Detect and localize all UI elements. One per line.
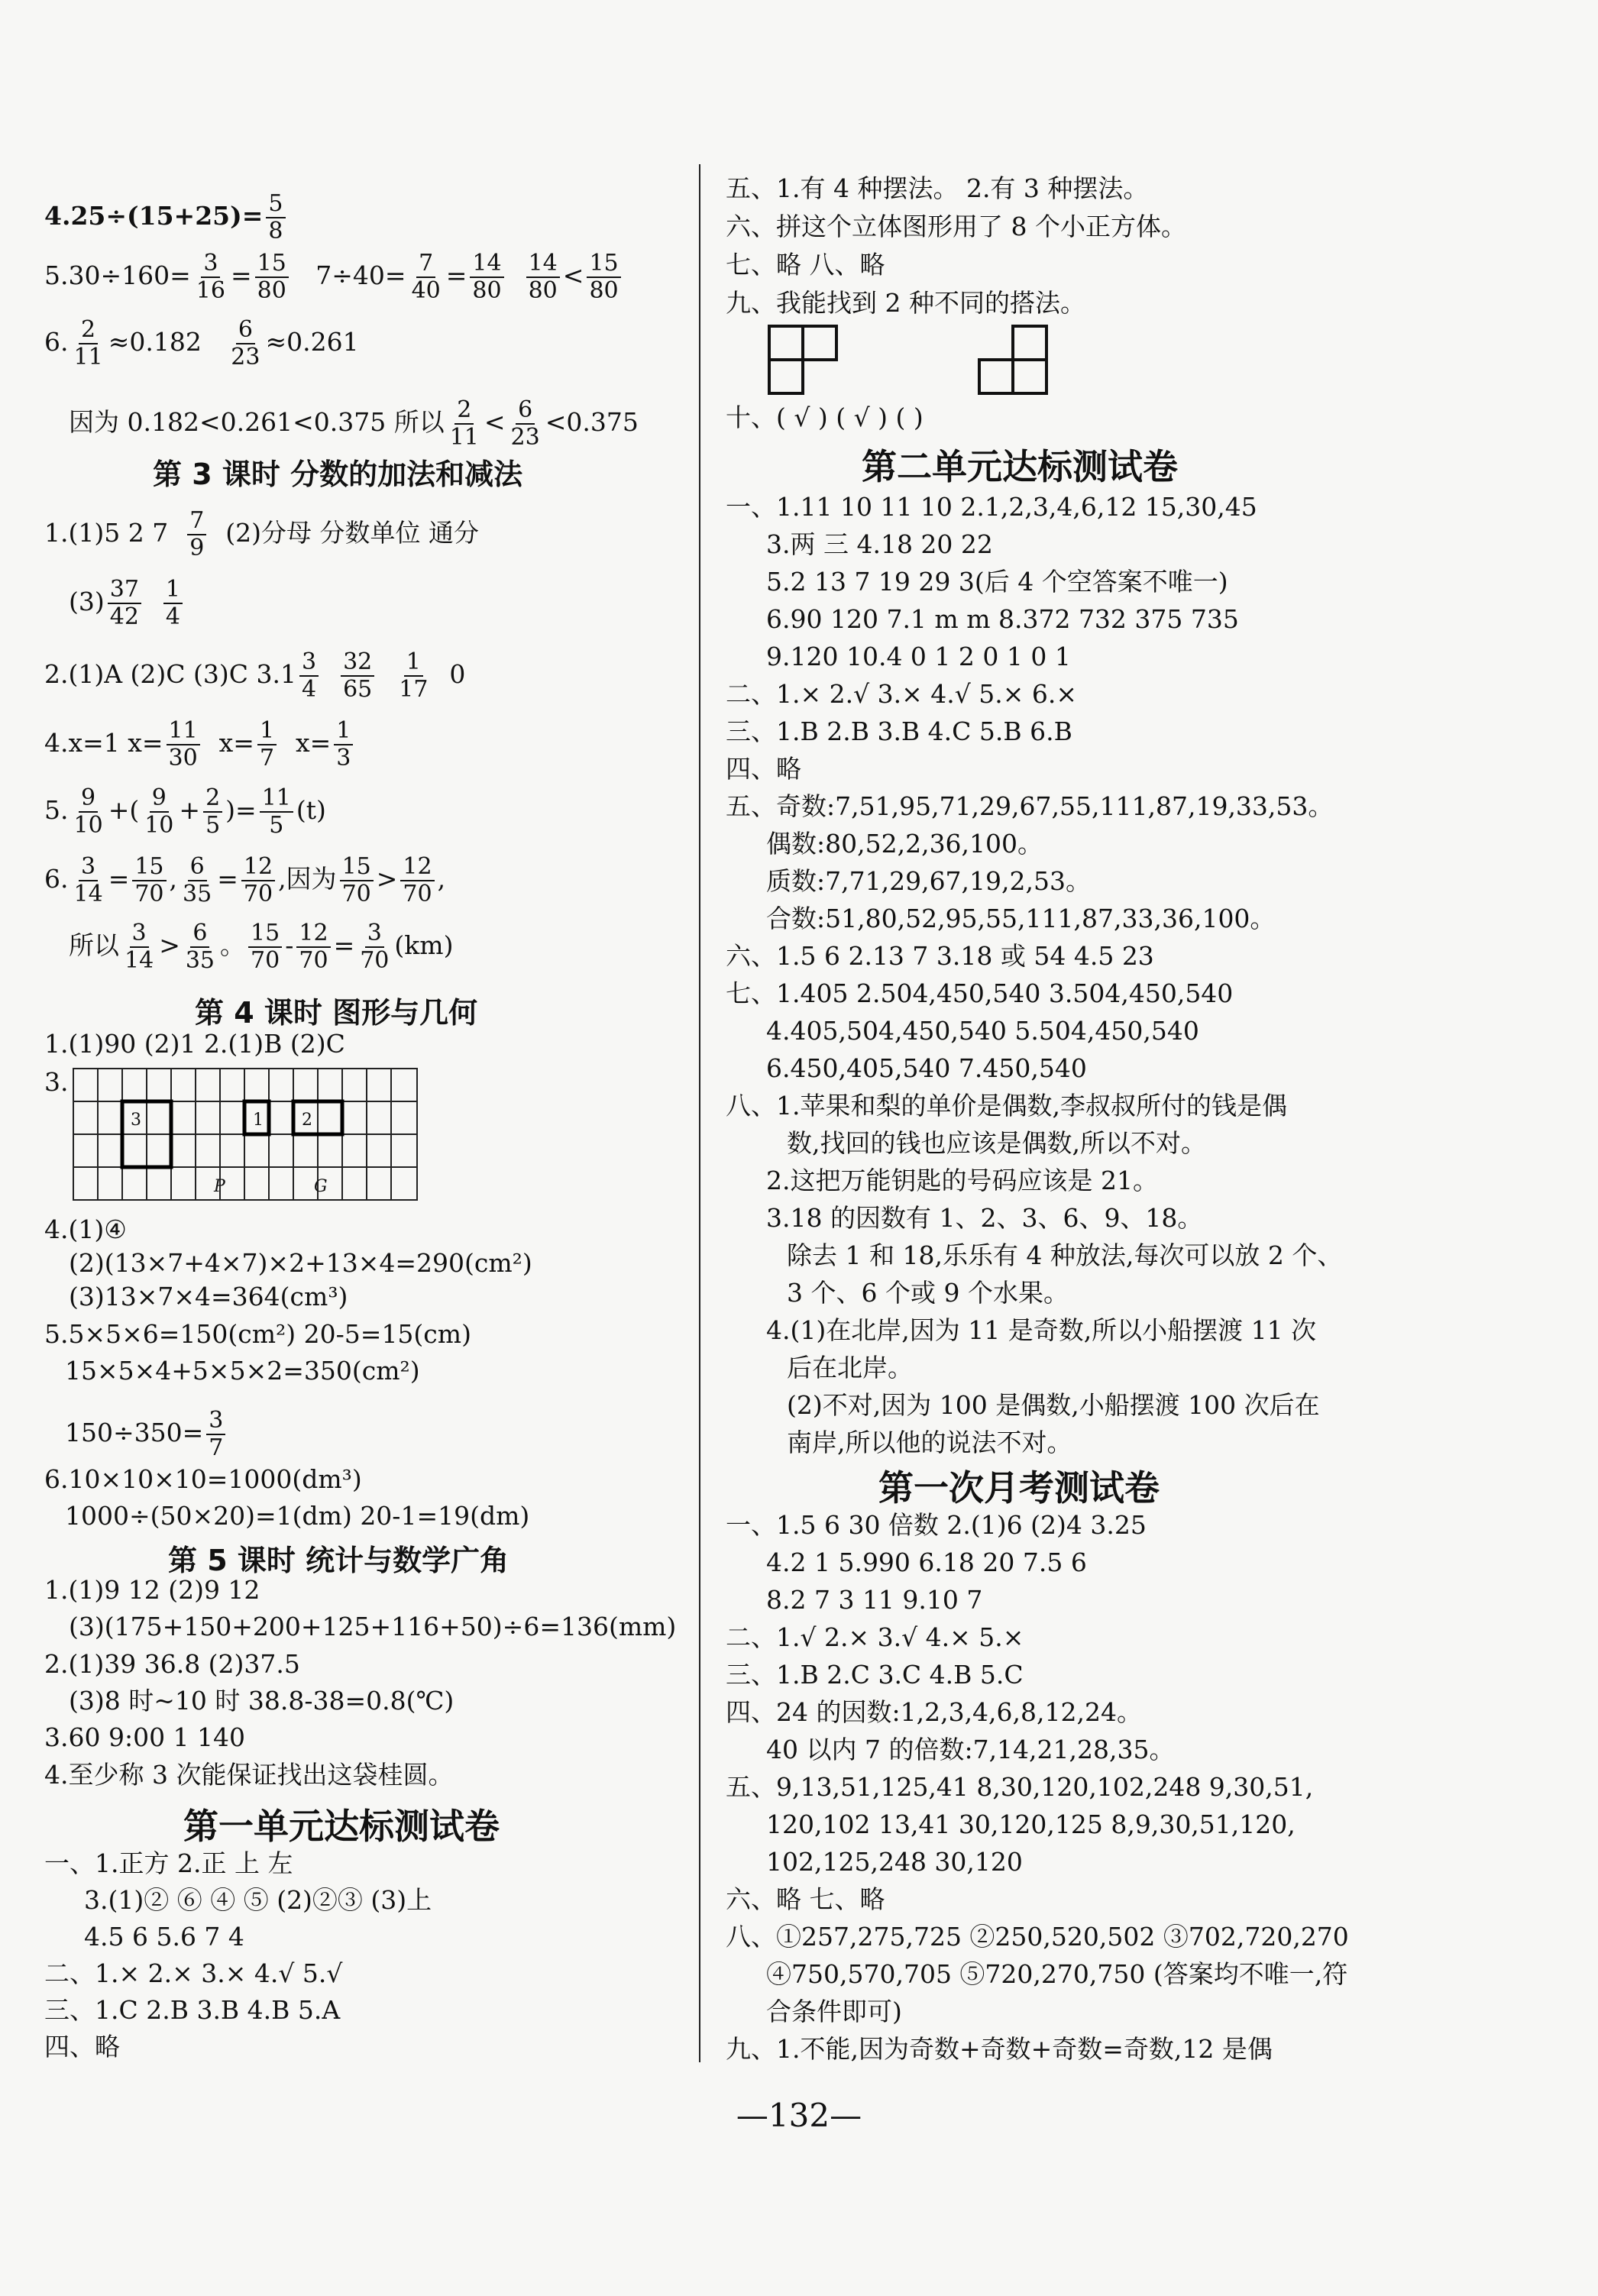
answer-line: 五、1.有 4 种摆法。 2.有 3 种摆法。 (726, 173, 1149, 203)
answer-line: 8.2 7 3 11 9.10 7 (766, 1585, 983, 1615)
fraction: $\frac{6}{35}$ (183, 853, 212, 907)
fraction: $\frac{1}{17}$ (399, 648, 429, 703)
answer-line: 4.405,504,450,540 5.504,450,540 (766, 1016, 1199, 1046)
fraction: $\frac{11}{30}$ (167, 718, 200, 771)
answer-line: 七、略 八、略 (726, 250, 885, 280)
fraction: $\frac{9}{10}$ (73, 784, 103, 839)
grid-label: 3 (131, 1111, 141, 1130)
answer-line: 1.(1)5 2 7 $\frac{7}{9}$ (2)分母 分数单位 通分 (44, 507, 479, 561)
fraction: $\frac{15}{80}$ (587, 251, 620, 304)
answer-line: 1.(1)9 12 (2)9 12 (44, 1575, 260, 1605)
answer-line: 八、①257,275,725 ②250,520,502 ③702,720,270 (726, 1922, 1349, 1952)
test-title: 第一次月考测试卷 (878, 1467, 1160, 1509)
fraction: $\frac{3}{70}$ (360, 920, 390, 974)
answer-line: 九、我能找到 2 种不同的搭法。 (726, 288, 1085, 318)
answer-line: (3)(175+150+200+125+116+50)÷6=136(mm) (69, 1612, 677, 1641)
answer-line: 5. $\frac{9}{10}$ +( $\frac{9}{10}$ + $\frac{2}{5}$ )= $\frac{11}{5}$ (t) (44, 784, 326, 839)
fraction: $\frac{6}{35}$ (185, 920, 215, 974)
fraction: $\frac{15}{80}$ (255, 251, 289, 304)
answer-line: 二、1.× 2.√ 3.× 4.√ 5.× 6.× (726, 679, 1078, 709)
fraction: $\frac{3}{16}$ (196, 250, 225, 304)
fraction: $\frac{14}{80}$ (470, 251, 503, 304)
answer-line: 5.2 13 7 19 29 3(后 4 个空答案不唯一) (766, 567, 1228, 597)
answer-line: 七、1.405 2.504,450,540 3.504,450,540 (726, 978, 1234, 1008)
answer-line: 一、1.正方 2.正 上 左 (44, 1848, 293, 1878)
fraction: $\frac{2}{5}$ (203, 785, 222, 839)
fraction: $\frac{5}{8}$ (266, 191, 285, 244)
answer-line: 五、奇数:7,51,95,71,29,67,55,111,87,19,33,53。 (726, 791, 1334, 821)
answer-line: 4.x=1 x= $\frac{11}{30}$ x= $\frac{1}{7}$ x= $\frac{1}{3}$ (44, 718, 356, 771)
answer-line: 6. $\frac{2}{11}$ ≈0.182 $\frac{6}{23}$ ≈0.261 (44, 316, 359, 370)
fraction: $\frac{15}{70}$ (248, 920, 282, 974)
fraction: $\frac{2}{11}$ (73, 316, 103, 370)
section-heading: 第 3 课时 分数的加法和减法 (153, 458, 523, 491)
fraction: $\frac{14}{80}$ (526, 251, 560, 304)
answer-line: (2)(13×7+4×7)×2+13×4=290(cm²) (69, 1248, 532, 1278)
answer-line: 所以 $\frac{3}{14}$ > $\frac{6}{35}$ 。 $\frac{15}{70}$ - $\frac{12}{70}$ = $\frac{3}{70}$ (km) (69, 920, 454, 974)
grid-label: 1 (253, 1111, 264, 1130)
test-title: 第一单元达标测试卷 (183, 1806, 500, 1847)
fraction: $\frac{32}{65}$ (341, 649, 374, 703)
answer-line: 2.(1)39 36.8 (2)37.5 (44, 1649, 300, 1679)
answer-line: 偶数:80,52,2,36,100。 (766, 829, 1043, 859)
fraction: $\frac{7}{9}$ (187, 508, 206, 561)
fraction: $\frac{37}{42}$ (108, 577, 141, 630)
grid-figure (73, 1068, 420, 1205)
fraction: $\frac{9}{10}$ (144, 784, 174, 839)
fraction: $\frac{3}{4}$ (299, 649, 319, 703)
answer-line: 质数:7,71,29,67,19,2,53。 (766, 866, 1092, 896)
answer-line: 五、9,13,51,125,41 8,30,120,102,248 9,30,51, (726, 1772, 1314, 1802)
fraction: $\frac{12}{70}$ (241, 854, 275, 907)
answer-line: 一、1.5 6 30 倍数 2.(1)6 (2)4 3.25 (726, 1510, 1147, 1540)
answer-line: 三、1.B 2.C 3.C 4.B 5.C (726, 1660, 1024, 1690)
answer-line: 2.(1)A (2)C (3)C 3.1 $\frac{3}{4}$ $\frac{32}{65}$ $\frac{1}{17}$ 0 (44, 648, 466, 703)
grid-label: 2 (302, 1111, 312, 1130)
answer-line: 3.60 9:00 1 140 (44, 1722, 246, 1752)
fraction: $\frac{12}{70}$ (296, 920, 330, 974)
answer-line: 合数:51,80,52,95,55,111,87,33,36,100。 (766, 904, 1276, 933)
answer-line: 3.两 三 4.18 20 22 (766, 529, 993, 559)
fraction: $\frac{2}{11}$ (449, 396, 479, 451)
answer-line: 4.5 6 5.6 7 4 (84, 1922, 244, 1952)
answer-line: 4.2 1 5.990 6.18 20 7.5 6 (766, 1547, 1087, 1577)
answer-line: 六、略 七、略 (726, 1884, 885, 1914)
cube-layout-figure-1 (768, 325, 844, 395)
fraction: $\frac{1}{4}$ (163, 577, 183, 630)
fraction: $\frac{1}{3}$ (334, 718, 353, 771)
fraction: $\frac{15}{70}$ (340, 854, 374, 907)
answer-line: 1000÷(50×20)=1(dm) 20-1=19(dm) (65, 1501, 530, 1531)
answer-line: 三、1.B 2.B 3.B 4.C 5.B 6.B (726, 716, 1072, 746)
fraction: $\frac{3}{14}$ (73, 853, 103, 907)
answer-line: 二、1.√ 2.× 3.√ 4.× 5.× (726, 1622, 1024, 1652)
grid-label: G (314, 1177, 328, 1196)
answer-line: 四、略 (726, 754, 801, 784)
answer-line: (3)8 时~10 时 38.8-38=0.8(℃) (69, 1686, 454, 1716)
fraction: $\frac{7}{40}$ (411, 250, 441, 304)
section-heading: 第 4 课时 图形与几何 (195, 996, 478, 1030)
answer-line: 3. (44, 1067, 69, 1097)
cube-layout-figure-2 (978, 325, 1054, 395)
fraction: $\frac{15}{70}$ (132, 854, 166, 907)
answer-line: 3.(1)② ⑥ ④ ⑤ (2)②③ (3)上 (84, 1885, 432, 1915)
answer-line: 4.(1)在北岸,因为 11 是奇数,所以小船摆渡 11 次 (766, 1315, 1317, 1345)
answer-line: 102,125,248 30,120 (766, 1847, 1023, 1877)
answer-line: 后在北岸。 (787, 1353, 913, 1382)
answer-line: 150÷350= $\frac{3}{7}$ (65, 1408, 228, 1461)
section-heading: 第 5 课时 统计与数学广角 (168, 1544, 509, 1577)
answer-line: 6.90 120 7.1 m m 8.372 732 375 735 (766, 604, 1239, 634)
answer-line: 2.这把万能钥匙的号码应该是 21。 (766, 1166, 1158, 1195)
answer-line: 6.450,405,540 7.450,540 (766, 1053, 1087, 1083)
answer-line: 5.5×5×6=150(cm²) 20-5=15(cm) (44, 1319, 471, 1349)
answer-line: 四、略 (44, 2032, 120, 2062)
answer-line: 六、1.5 6 2.13 7 3.18 或 54 4.5 23 (726, 941, 1154, 971)
answer-line: (3)13×7×4=364(cm³) (69, 1282, 348, 1311)
answer-line: 九、1.不能,因为奇数+奇数+奇数=奇数,12 是偶 (726, 2034, 1273, 2064)
answer-line: 4.25÷(15+25)= $\frac{5}{8}$ (44, 191, 289, 244)
answer-line: (3) $\frac{37}{42}$ $\frac{1}{4}$ (69, 577, 186, 630)
answer-line: (2)不对,因为 100 是偶数,小船摆渡 100 次后在 (787, 1390, 1320, 1420)
answer-line: 一、1.11 10 11 10 2.1,2,3,4,6,12 15,30,45 (726, 492, 1257, 522)
answer-line: 4.(1)④ (44, 1214, 127, 1244)
answer-line: 南岸,所以他的说法不对。 (787, 1428, 1072, 1457)
answer-line: 八、1.苹果和梨的单价是偶数,李叔叔所付的钱是偶 (726, 1091, 1287, 1121)
fraction: $\frac{3}{7}$ (206, 1408, 225, 1461)
answer-line: 9.120 10.4 0 1 2 0 1 0 1 (766, 642, 1071, 671)
answer-line: 三、1.C 2.B 3.B 4.B 5.A (44, 1995, 341, 2025)
answer-line: ④750,570,705 ⑤720,270,750 (答案均不唯一,符 (766, 1959, 1348, 1989)
fraction: $\frac{1}{7}$ (257, 718, 277, 771)
page-number: —132— (736, 2097, 862, 2134)
answer-line: 数,找回的钱也应该是偶数,所以不对。 (787, 1128, 1206, 1158)
fraction: $\frac{6}{23}$ (231, 316, 260, 370)
answer-line: 15×5×4+5×5×2=350(cm²) (65, 1356, 420, 1386)
grid-label: P (214, 1177, 225, 1196)
answer-line: 因为 0.182<0.261<0.375 所以 $\frac{2}{11}$ < $\frac{6}{23}$ <0.375 (69, 396, 639, 451)
column-divider (699, 164, 700, 2062)
answer-line: 四、24 的因数:1,2,3,4,6,8,12,24。 (726, 1697, 1142, 1727)
test-title: 第二单元达标测试卷 (862, 446, 1178, 487)
answer-line: 1.(1)90 (2)1 2.(1)B (2)C (44, 1029, 345, 1059)
answer-line: 40 以内 7 的倍数:7,14,21,28,35。 (766, 1735, 1175, 1764)
answer-line: 6. $\frac{3}{14}$ = $\frac{15}{70}$ , $\frac{6}{35}$ = $\frac{12}{70}$ ,因为 $\frac{15}{70}$ > $\frac{12}{70}$ , (44, 853, 446, 907)
fraction: $\frac{11}{5}$ (260, 785, 293, 839)
answer-line: 5.30÷160= $\frac{3}{16}$ = $\frac{15}{80}$ 7÷40= $\frac{7}{40}$ = $\frac{14}{80}$ $\frac{14}{80}$ < $\frac{15}{80}$ (44, 251, 624, 304)
answer-line: 6.10×10×10=1000(dm³) (44, 1464, 362, 1494)
answer-line: 十、( √ ) ( √ ) ( ) (726, 403, 924, 432)
answer-line: 3.18 的因数有 1、2、3、6、9、18。 (766, 1203, 1203, 1233)
answer-line: 120,102 13,41 30,120,125 8,9,30,51,120, (766, 1809, 1296, 1839)
answer-line: 六、拼这个立体图形用了 8 个小正方体。 (726, 212, 1186, 241)
fraction: $\frac{3}{14}$ (125, 920, 154, 974)
answer-line: 合条件即可) (766, 1997, 902, 2026)
answer-line: 除去 1 和 18,乐乐有 4 种放法,每次可以放 2 个、 (787, 1240, 1343, 1270)
answer-line: 二、1.× 2.× 3.× 4.√ 5.√ (44, 1958, 343, 1988)
answer-line: 4.至少称 3 次能保证找出这袋桂圆。 (44, 1760, 454, 1790)
answer-line: 3 个、6 个或 9 个水果。 (787, 1278, 1069, 1308)
fraction: $\frac{12}{70}$ (400, 854, 434, 907)
fraction: $\frac{6}{23}$ (510, 396, 540, 451)
